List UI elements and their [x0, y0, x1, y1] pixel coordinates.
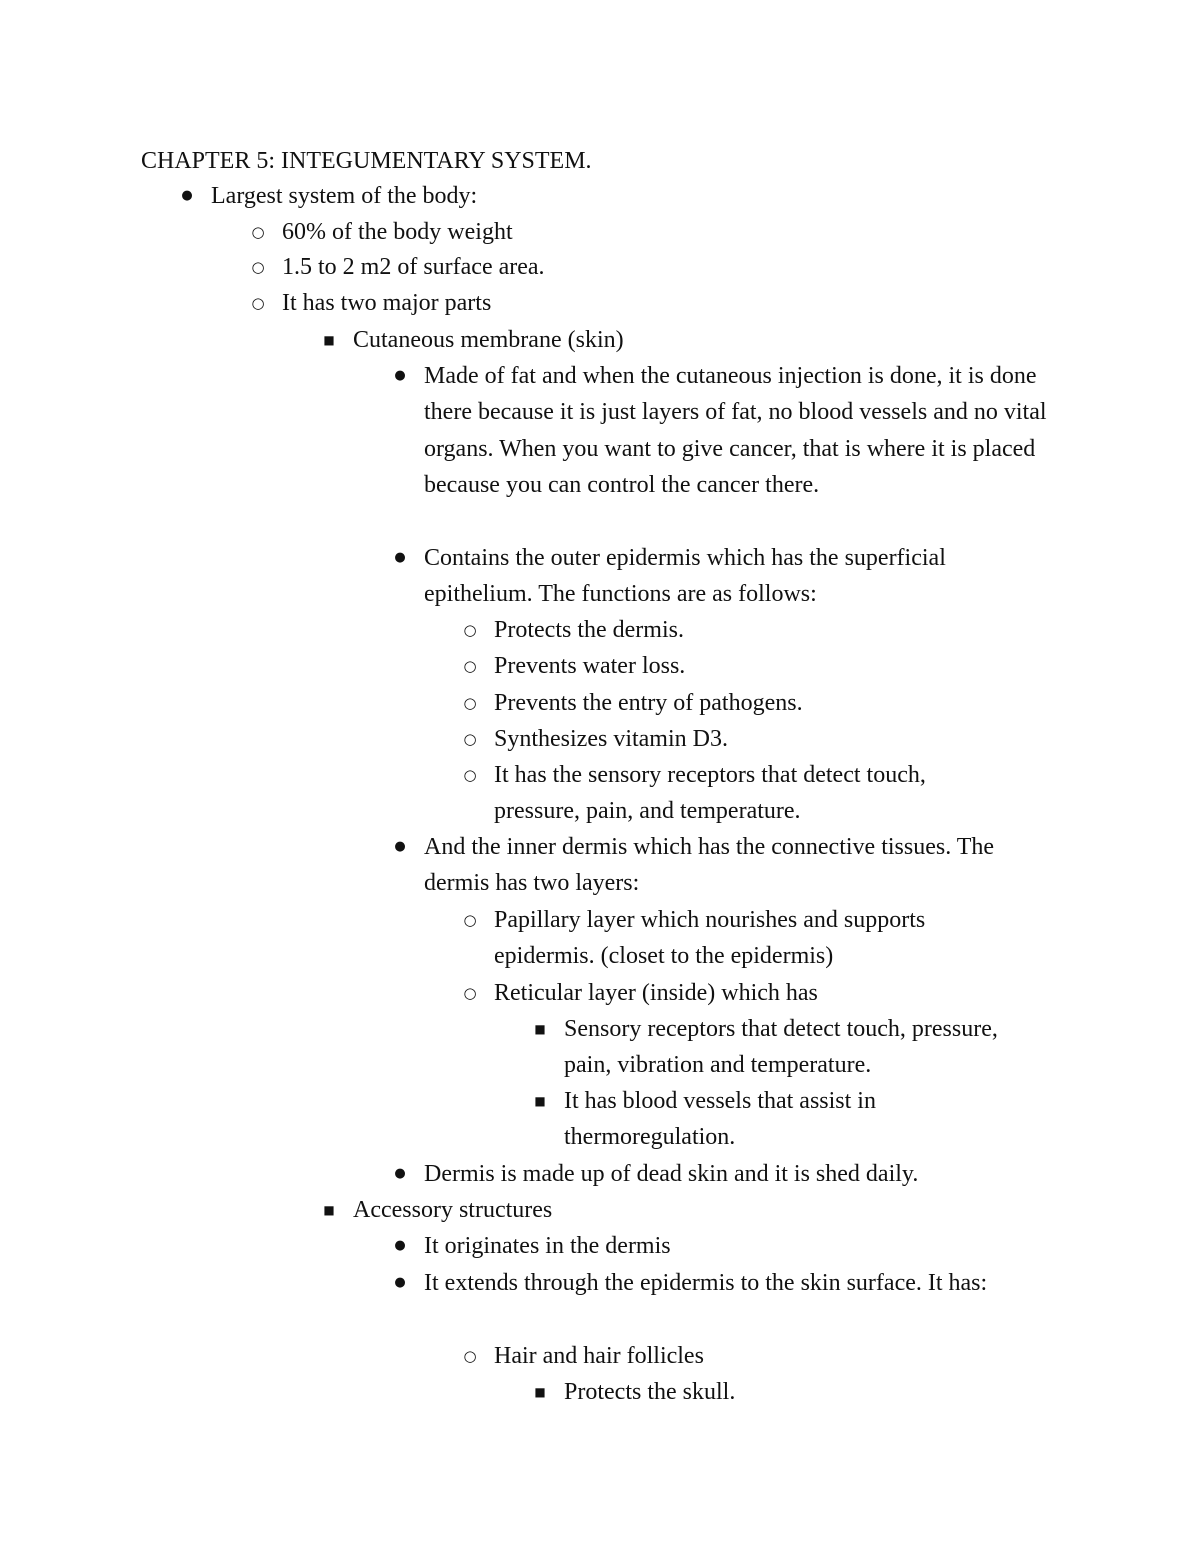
- page-title: CHAPTER 5: INTEGUMENTARY SYSTEM.: [141, 148, 592, 174]
- list-item: [394, 829, 1044, 902]
- list-item-text: Cutaneous membrane (skin): [353, 327, 624, 353]
- list-item-text: Protects the skull.: [564, 1379, 736, 1405]
- list-item: [463, 648, 1054, 684]
- circle-bullet-icon: ○: [463, 694, 477, 712]
- circle-bullet-icon: ○: [463, 730, 477, 748]
- list-item: [463, 902, 1014, 975]
- list-item-text: Sensory receptors that detect touch, pressure, pain, vibration and temperature.: [564, 1016, 998, 1079]
- list-item-text: Contains the outer epidermis which has the superficial epithelium. The functions are as follows:: [424, 545, 946, 608]
- list-item: [463, 757, 1014, 830]
- list-item-text: It has the sensory receptors that detect touch, pressure, pain, and temperature.: [494, 762, 926, 825]
- disc-bullet-icon: ●: [394, 1238, 406, 1253]
- list-item-text: It originates in the dermis: [424, 1233, 671, 1259]
- list-item: [463, 1338, 1054, 1374]
- circle-bullet-icon: ○: [251, 294, 265, 312]
- list-item-text: Accessory structures: [353, 1197, 553, 1223]
- disc-bullet-icon: ●: [394, 1275, 406, 1290]
- list-item: [323, 322, 1113, 358]
- list-item-text: Protects the dermis.: [494, 617, 684, 643]
- circle-bullet-icon: ○: [463, 911, 477, 929]
- list-item: [534, 1083, 994, 1156]
- list-item: [251, 249, 1102, 285]
- list-item: [463, 612, 1054, 648]
- list-item-text: Dermis is made up of dead skin and it is shed daily.: [424, 1161, 919, 1187]
- list-item: [534, 1011, 1044, 1084]
- circle-bullet-icon: ○: [463, 766, 477, 784]
- disc-bullet-icon: ●: [394, 550, 406, 565]
- list-item: [251, 214, 1102, 250]
- list-item-text: It extends through the epidermis to the skin surface. It has:: [424, 1270, 988, 1296]
- circle-bullet-icon: ○: [463, 657, 477, 675]
- list-item-text: Reticular layer (inside) which has: [494, 980, 818, 1006]
- square-bullet-icon: ■: [534, 1022, 546, 1036]
- list-item: [394, 540, 1036, 613]
- list-item-text: It has blood vessels that assist in thermoregulation.: [564, 1088, 876, 1151]
- circle-bullet-icon: ○: [251, 223, 265, 241]
- list-item: [251, 285, 1102, 321]
- circle-bullet-icon: ○: [463, 621, 477, 639]
- disc-bullet-icon: ●: [394, 368, 406, 383]
- list-item-text: Largest system of the body:: [211, 183, 478, 209]
- list-item: [394, 1156, 1084, 1192]
- list-item: [394, 358, 1056, 504]
- square-bullet-icon: ■: [323, 1203, 335, 1217]
- list-item-text: Prevents the entry of pathogens.: [494, 690, 803, 716]
- list-item: [534, 1374, 1044, 1410]
- list-item-text: And the inner dermis which has the connective tissues. The dermis has two layers:: [424, 834, 995, 897]
- list-item: [394, 1228, 1084, 1264]
- list-item: [463, 685, 1054, 721]
- list-item-text: It has two major parts: [282, 290, 492, 316]
- list-item: [463, 975, 1014, 1011]
- circle-bullet-icon: ○: [463, 1347, 477, 1365]
- circle-bullet-icon: ○: [463, 984, 477, 1002]
- square-bullet-icon: ■: [534, 1385, 546, 1399]
- circle-bullet-icon: ○: [251, 258, 265, 276]
- list-item-text: Hair and hair follicles: [494, 1343, 704, 1369]
- list-item: [181, 178, 1111, 214]
- list-item: [463, 721, 1054, 757]
- list-item-text: Prevents water loss.: [494, 653, 686, 679]
- list-item-text: Synthesizes vitamin D3.: [494, 726, 728, 752]
- square-bullet-icon: ■: [323, 333, 335, 347]
- square-bullet-icon: ■: [534, 1094, 546, 1108]
- list-item-text: 60% of the body weight: [282, 219, 513, 245]
- list-item-text: Papillary layer which nourishes and supports epidermis. (closet to the epidermis): [494, 907, 926, 970]
- list-item-text: 1.5 to 2 m2 of surface area.: [282, 254, 545, 280]
- disc-bullet-icon: ●: [394, 1166, 406, 1181]
- list-item: [323, 1192, 1053, 1228]
- disc-bullet-icon: ●: [394, 839, 406, 854]
- list-item-text: Made of fat and when the cutaneous injection is done, it is done there because it is just layers of fat, no blood vessels and no vital organs. When you want to give cancer, that is where it is placed because you can control the cancer there.: [424, 363, 1047, 499]
- disc-bullet-icon: ●: [181, 188, 193, 203]
- list-item: [394, 1265, 1032, 1301]
